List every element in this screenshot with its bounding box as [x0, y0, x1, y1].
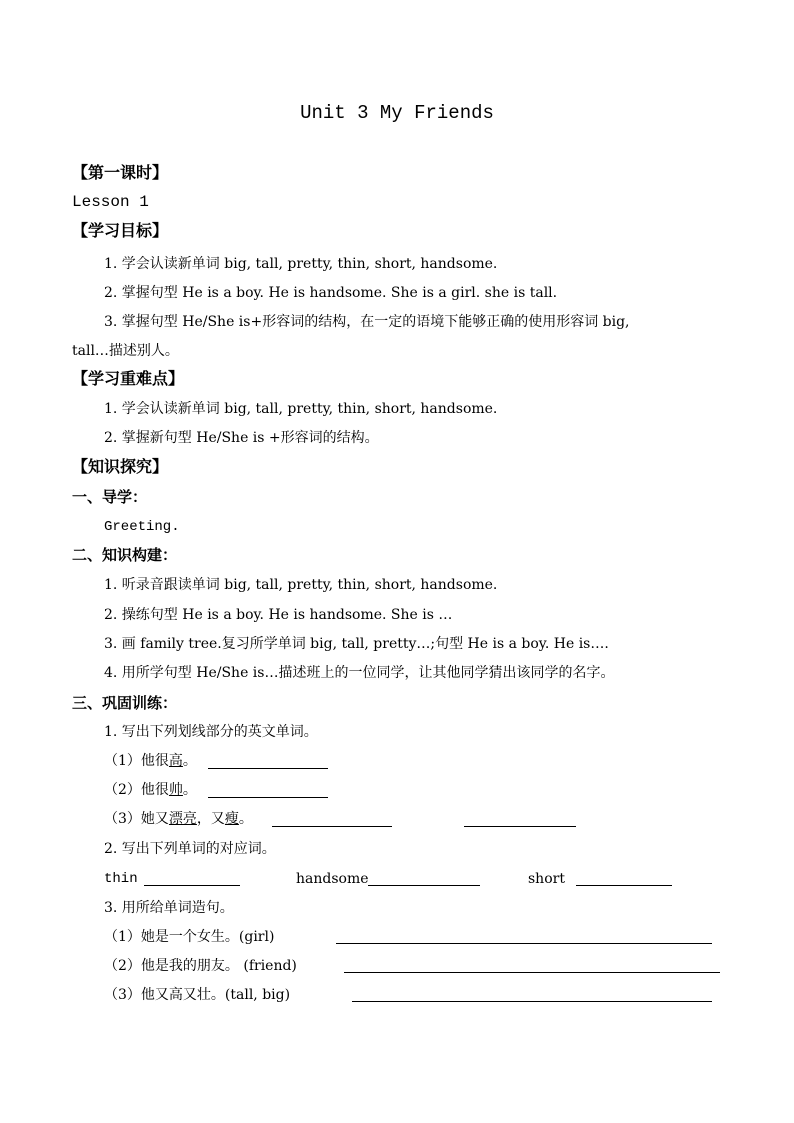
answer-blank[interactable] [208, 768, 328, 769]
exercise-1-title: 1. 写出下列划线部分的英文单词。 [104, 724, 318, 740]
lesson-period-heading: 【第一课时】 [72, 163, 169, 182]
exercise-3-item: （2）他是我的朋友。 (friend) [104, 958, 297, 974]
answer-blank[interactable] [576, 885, 672, 886]
exercise-3-title: 3. 用所给单词造句。 [104, 900, 234, 916]
underlined-word: 瘦 [224, 811, 239, 827]
exercise-3-item: （3）他又高又壮。(tall, big) [104, 987, 291, 1003]
word-short: short [528, 871, 565, 887]
answer-blank[interactable] [368, 885, 480, 886]
practice-heading: 三、巩固训练： [72, 694, 178, 712]
answer-blank[interactable] [344, 972, 720, 973]
sentence-text: 。 [182, 753, 197, 769]
exercise-1-sentence-2 [104, 781, 197, 799]
underlined-word: 高 [168, 753, 183, 769]
objective-item: 2. 掌握句型 He is a boy. He is handsome. She is a girl. she is tall. [104, 285, 558, 301]
sentence-text: （3）她又 [104, 811, 169, 827]
objective-item: 3. 掌握句型 He/She is+形容词的结构，在一定的语境下能够正确的使用形容词 big, [104, 314, 630, 330]
answer-blank[interactable] [208, 797, 328, 798]
key-points-heading: 【学习重难点】 [72, 369, 185, 388]
sentence-text: （1）他很 [104, 753, 169, 769]
exercise-3-item: （1）她是一个女生。(girl) [104, 929, 275, 945]
answer-blank[interactable] [352, 1001, 712, 1002]
underlined-word: 漂亮 [168, 811, 197, 827]
word-thin: thin [104, 871, 138, 887]
answer-blank[interactable] [464, 826, 576, 827]
objective-item: 1. 学会认读新单词 big, tall, pretty, thin, short, handsome. [104, 256, 498, 272]
knowledge-item: 2. 操练句型 He is a boy. He is handsome. She is … [104, 607, 453, 623]
key-point-item: 2. 掌握新句型 He/She is +形容词的结构。 [104, 430, 379, 446]
exercise-1-sentence-3 [104, 810, 253, 828]
explore-heading: 【知识探究】 [72, 457, 169, 476]
objectives-heading: 【学习目标】 [72, 221, 169, 240]
underlined-word: 帅 [168, 782, 183, 798]
document-title: Unit 3 My Friends [300, 102, 494, 124]
answer-blank[interactable] [144, 885, 240, 886]
knowledge-item: 1. 听录音跟读单词 big, tall, pretty, thin, short, handsome. [104, 577, 498, 593]
answer-blank[interactable] [272, 826, 392, 827]
objective-item-continued: tall…描述别人。 [72, 343, 179, 359]
guide-text: Greeting. [104, 519, 180, 535]
sentence-text: 。 [182, 782, 197, 798]
sentence-text: 。 [238, 811, 253, 827]
lesson-label: Lesson 1 [72, 193, 149, 211]
answer-blank[interactable] [336, 943, 712, 944]
guide-heading: 一、导学： [72, 488, 148, 506]
key-point-item: 1. 学会认读新单词 big, tall, pretty, thin, short, handsome. [104, 401, 498, 417]
exercise-2-title: 2. 写出下列单词的对应词。 [104, 841, 276, 857]
knowledge-item: 4. 用所学句型 He/She is…描述班上的一位同学，让其他同学猜出该同学的名字。 [104, 665, 615, 681]
knowledge-building-heading: 二、知识构建： [72, 546, 178, 564]
knowledge-item: 3. 画 family tree.复习所学单词 big, tall, pretty…;句型 He is a boy. He is…. [104, 636, 609, 652]
exercise-1-sentence-1 [104, 752, 197, 770]
sentence-text: （2）他很 [104, 782, 169, 798]
word-handsome: handsome [296, 871, 369, 887]
sentence-text: ，又 [196, 811, 225, 827]
